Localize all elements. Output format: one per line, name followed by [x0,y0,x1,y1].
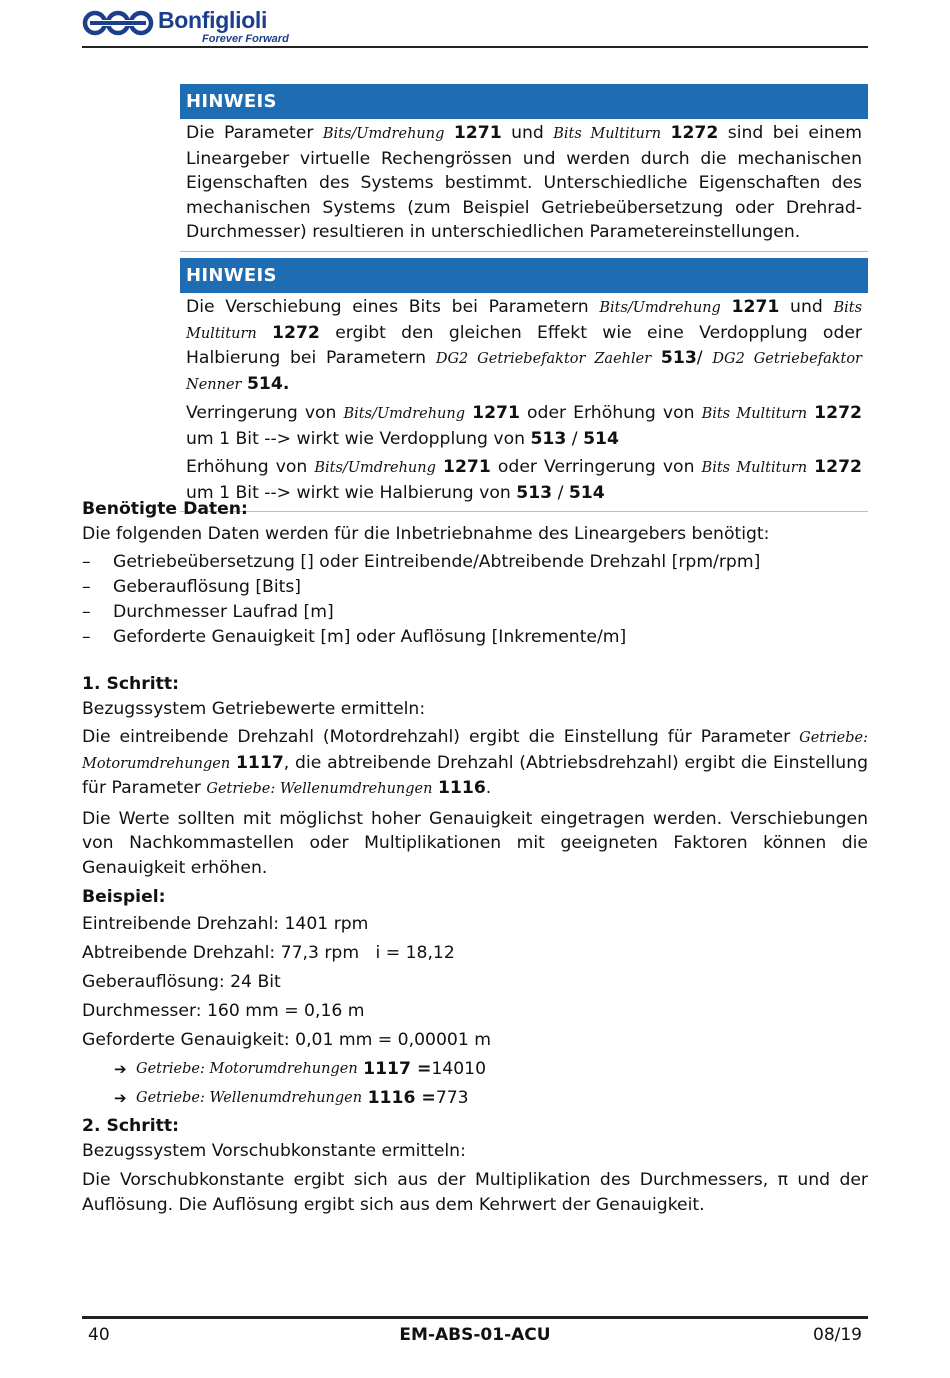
param-number: 514 [568,482,605,503]
brand-tagline: Forever Forward [202,33,289,45]
param-name: Getriebe: Motorumdrehungen [136,1060,358,1077]
step-1-section [82,672,868,1113]
list-item: – Geforderte Genauigkeit [m] oder Auflösung [Inkremente/m] [82,625,868,650]
param-number: 1272 [814,403,863,423]
param-number: 1272 [814,457,862,477]
note-body [180,293,868,511]
step-subheading: Bezugssystem Vorschubkonstante ermitteln: [82,1140,466,1161]
param-name: Bits Multiturn [701,460,808,476]
param-name: Bits/Umdrehung [599,300,721,316]
param-number: 1117 [235,752,284,773]
param-number: 1271 [442,457,491,477]
example-heading: Beispiel: [82,887,166,907]
param-name: Bits/Umdrehung [343,406,466,422]
param-number: 1116 [437,778,486,798]
document-id: EM-ABS-01-ACU [399,1325,551,1345]
param-number: 1271 [731,297,780,317]
page-footer [82,1316,868,1349]
param-number: 513 [660,348,697,368]
note-paragraph: Erhöhung von Bits/Umdrehung 1271 oder Verringerung von Bits Multiturn 1272 um 1 Bit --> wirkt wie Halbierung von 513 / 514 [186,457,862,503]
param-number: 514. [246,373,290,394]
page-header [82,6,868,48]
note-paragraph: Die Verschiebung eines Bits bei Parametern Bits/Umdrehung 1271 und Bits Multiturn 1272 ergibt den gleichen Effekt wie eine Verdopplung oder Halbierung bei Parametern DG2 Getriebefaktor Zaehler 513/ DG2 Getriebefaktor Nenner 514. [186,297,863,394]
param-name: DG2 Getriebefaktor Zaehler [435,351,652,367]
note-box-2 [180,258,868,512]
param-name: Bits Multiturn [553,126,662,142]
list-item: – Durchmesser Laufrad [m] [82,600,868,625]
param-number: 1272 [272,322,320,343]
paragraph: Die eintreibende Drehzahl (Motordrehzahl) ergibt die Einstellung für Parameter Getriebe: Motorumdrehungen 1117, die abtreibende Drehzahl (Abtriebsdrehzahl) ergibt die Einstellung für Parameter Getriebe: Wellenumdrehungen 1116. [82,727,868,798]
param-number: 513 [530,428,567,449]
param-number: 1116 = [367,1087,436,1108]
list-item: – Getriebeübersetzung [] oder Eintreibende/Abtreibende Drehzahl [rpm/rpm] [82,550,868,575]
result-value: 773 [435,1087,469,1108]
section-intro: Die folgenden Daten werden für die Inbetriebnahme des Lineargebers benötigt: [82,523,770,544]
param-number: 514 [583,428,619,449]
required-data-section [82,497,868,650]
step-subheading: Bezugssystem Getriebewerte ermitteln: [82,698,426,719]
result-row [82,1084,868,1113]
example-line: Eintreibende Drehzahl: 1401 rpm [82,913,369,934]
param-name: Getriebe: Wellenumdrehungen [136,1089,363,1106]
note-body [180,119,868,251]
param-name: Bits/Umdrehung [322,126,445,142]
param-name: Getriebe: Wellenumdrehungen [206,781,433,797]
document-date: 08/19 [813,1325,862,1345]
param-number: 513 [516,482,553,503]
right-arrow-icon: ➔ [114,1059,127,1078]
result-value: 14010 [431,1058,487,1079]
note-title: HINWEIS [180,258,868,293]
example-line: Durchmesser: 160 mm = 0,16 m [82,1000,365,1021]
note-paragraph: Verringerung von Bits/Umdrehung 1271 oder Erhöhung von Bits Multiturn 1272 um 1 Bit --> wirkt wie Verdopplung von 513 / 514 [186,403,863,449]
bonfiglioli-logo-icon [82,10,154,36]
result-row [82,1055,868,1084]
note-paragraph: Die Parameter Bits/Umdrehung 1271 und Bits Multiturn 1272 sind bei einem Lineargeber virtuelle Rechengrössen und werden durch die mechanischen Eigenschaften des Systems bestimmt. Unterschiedliche Eigenschaften des mechanischen Systems (zum Beispiel Getriebeübersetzung oder Drehrad-Durchmesser) resultieren in unterschiedlichen Parametereinstellungen. [186,123,862,242]
param-name: DG2 Getriebefaktor Nenner [186,351,862,393]
param-number: 1271 [472,403,520,423]
note-title: HINWEIS [180,84,868,119]
brand-name: Bonfiglioli [158,7,268,33]
example-line: Geberauflösung: 24 Bit [82,971,281,992]
page-number: 40 [88,1325,110,1345]
note-box-1 [180,84,868,252]
param-name: Bits Multiturn [186,300,863,342]
param-name: Bits/Umdrehung [314,460,436,476]
example-line: Geforderte Genauigkeit: 0,01 mm = 0,00001 m [82,1029,491,1050]
brand-logo [82,6,289,45]
step-heading: 1. Schritt: [82,674,179,694]
right-arrow-icon: ➔ [114,1088,127,1107]
required-data-list [82,550,868,650]
section-heading: Benötigte Daten: [82,499,248,519]
param-name: Bits Multiturn [701,406,808,422]
example-line: Abtreibende Drehzahl: 77,3 rpm i = 18,12 [82,942,455,963]
paragraph: Die Vorschubkonstante ergibt sich aus der Multiplikation des Durchmessers, π und der Auflösung. Die Auflösung ergibt sich aus dem Kehrwert der Genauigkeit. [82,1170,868,1215]
paragraph: Die Werte sollten mit möglichst hoher Genauigkeit eingetragen werden. Verschiebungen von Nachkommastellen oder Multiplikationen mit geeigneten Faktoren können die Genauigkeit erhöhen. [82,808,868,878]
param-number: 1272 [670,123,719,143]
param-number: 1117 = [363,1058,432,1079]
step-2-section [82,1114,868,1217]
param-number: 1271 [453,123,502,143]
param-name: Getriebe: Motorumdrehungen [82,730,868,772]
list-item: – Geberauflösung [Bits] [82,575,868,600]
step-heading: 2. Schritt: [82,1116,179,1136]
